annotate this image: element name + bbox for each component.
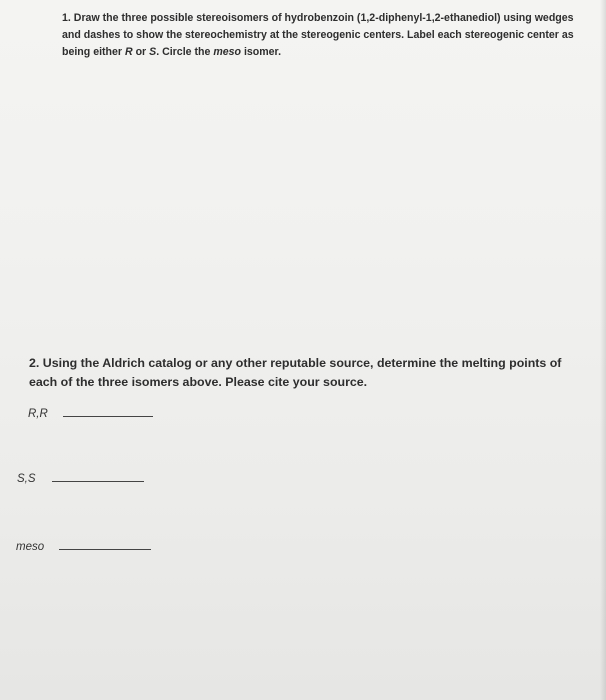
- page-edge-shadow: [600, 0, 606, 700]
- answer-ss-row: [17, 473, 144, 485]
- question-1-text-b: or: [132, 46, 150, 58]
- answer-rr-row: [28, 408, 153, 420]
- answer-ss-label: S,S: [17, 473, 36, 485]
- question-1-s: S: [149, 46, 157, 58]
- answer-rr-blank[interactable]: [63, 415, 153, 417]
- question-1-meso: meso: [213, 46, 241, 58]
- question-1-text-a: Draw the three possible stereoisomers of hydrobenzoin (1,2-diphenyl-1,2-ethanediol) using wedges and dashes to show the stereochemistry at the stereogenic centers. Label each stereogenic center as being either: [62, 12, 574, 58]
- question-1-r: R: [124, 46, 133, 58]
- answer-meso-label: meso: [16, 541, 45, 553]
- answer-meso-blank[interactable]: [59, 548, 151, 550]
- question-1-text-c: . Circle the: [156, 46, 214, 58]
- question-1-text-d: isomer.: [241, 46, 282, 58]
- question-2: [29, 354, 589, 392]
- drawing-area[interactable]: [62, 70, 582, 340]
- question-1: [62, 10, 582, 61]
- question-1-number: 1.: [62, 12, 71, 24]
- answer-ss-blank[interactable]: [52, 480, 144, 482]
- answer-meso-row: [16, 541, 151, 553]
- answer-rr-label: R,R: [28, 408, 48, 420]
- question-2-number: 2.: [29, 356, 40, 370]
- question-2-text: Using the Aldrich catalog or any other reputable source, determine the melting points of each of the three isomers above. Please cite your source.: [29, 356, 562, 389]
